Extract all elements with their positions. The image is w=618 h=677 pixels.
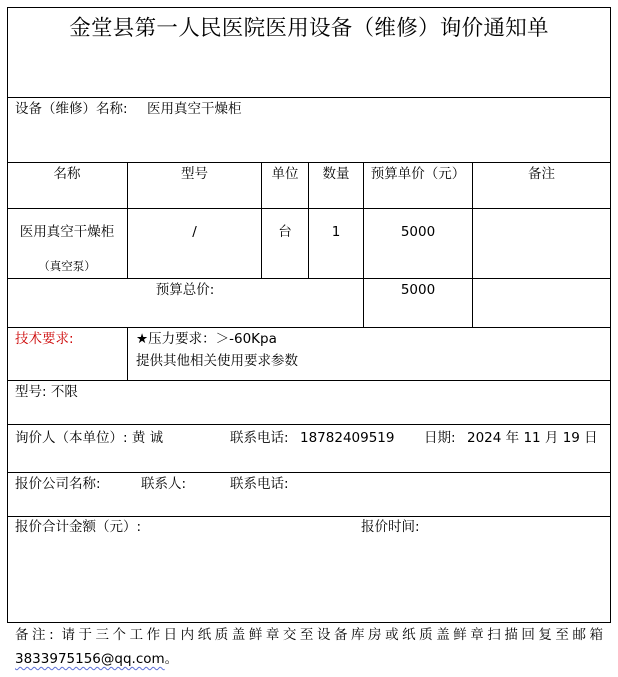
header-remark: 备注 [528,166,555,182]
border-top [7,7,611,8]
footer-email: 3833975156@qq.com [15,651,165,667]
cell-name-note: （真空泵） [38,259,96,273]
col-sep [127,327,128,380]
footer-end: 。 [164,651,179,667]
cell-model: / [192,224,197,240]
header-name: 名称 [53,166,81,182]
inquirer-phone-label: 联系电话: [230,430,289,446]
device-value: 医用真空干燥柜 [147,101,242,117]
quote-time-label: 报价时间: [361,519,420,535]
tech-label: 技术要求: [15,331,74,347]
tech-line2: 提供其他相关使用要求参数 [136,353,298,369]
quote-phone-label: 联系电话: [230,476,289,492]
header-model: 型号 [181,166,208,182]
divider [7,516,611,517]
col-sep [363,162,364,327]
quote-company-label: 报价公司名称: [15,476,101,492]
border-right [610,7,611,622]
border-left [7,7,8,622]
divider [7,380,611,381]
inquirer-phone: 18782409519 [300,430,395,446]
divider [7,472,611,473]
inquirer-label: 询价人（本单位）: 黄 诚 [15,430,164,446]
divider [7,278,611,279]
inquirer-date: 2024 年 11 月 19 日 [467,430,598,446]
cell-qty: 1 [331,224,341,240]
model-requirement: 型号: 不限 [15,384,78,400]
footer-email-line [15,650,178,668]
divider [7,622,611,623]
divider [7,424,611,425]
header-unit: 单位 [271,166,299,182]
total-label: 预算总价: [155,282,215,298]
header-price: 预算单价（元） [370,166,466,182]
quote-amount-label: 报价合计金额（元）: [15,519,142,535]
divider [7,162,611,163]
inquirer-date-label: 日期: [424,430,456,446]
footer-note: 备注: 请于三个工作日内纸质盖鲜章交至设备库房或纸质盖鲜章扫描回复至邮箱 [15,627,603,643]
divider [7,208,611,209]
quote-contact-label: 联系人: [141,476,187,492]
header-qty: 数量 [322,166,350,182]
cell-name: 医用真空干燥柜 [19,224,115,240]
tech-line1: ★压力要求：＞-60Kpa [136,331,277,347]
total-value: 5000 [400,282,436,298]
cell-price: 5000 [400,224,436,240]
divider [7,97,611,98]
page-title: 金堂县第一人民医院医用设备（维修）询价通知单 [69,16,549,41]
cell-unit: 台 [278,224,292,240]
divider [7,327,611,328]
device-label: 设备（维修）名称: [15,101,128,117]
col-sep [472,162,473,327]
